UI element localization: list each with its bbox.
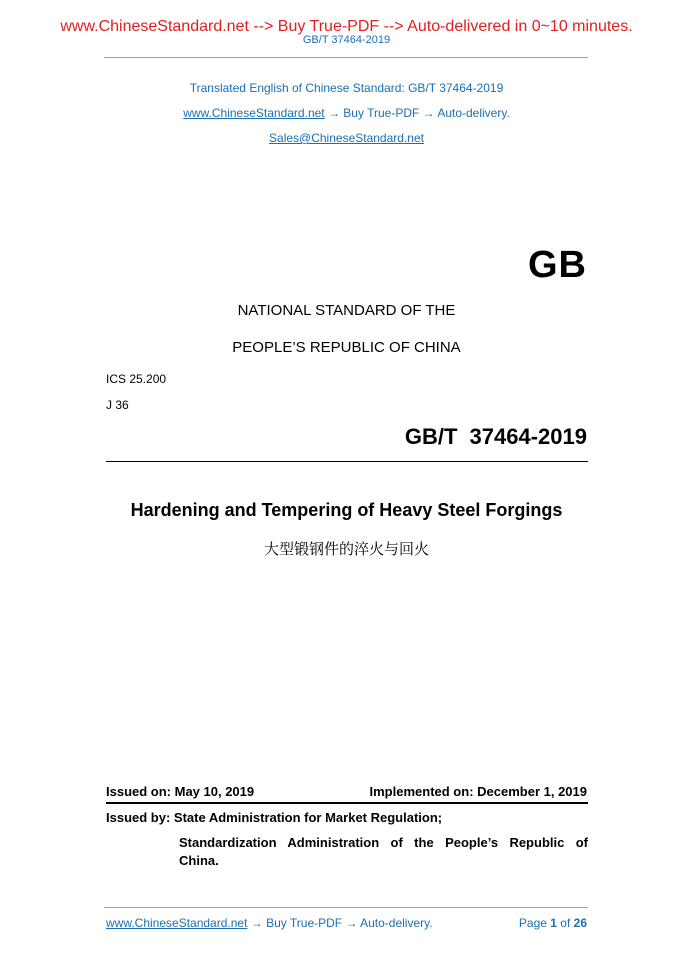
issued-by: Issued by: State Administration for Market Regulation;	[106, 810, 443, 825]
footer-site-suffix: → Buy True-PDF → Auto-delivery.	[247, 916, 433, 930]
issued-on: Issued on: May 10, 2019	[106, 784, 255, 799]
gb-mark: GB	[528, 244, 587, 286]
footer-site-link[interactable]: www.ChineseStandard.net	[106, 916, 248, 930]
page-label: Page	[518, 916, 551, 930]
standard-code: GB/T 37464-2019	[404, 424, 587, 449]
page-total: 26	[573, 916, 587, 930]
ics-code: ICS 25.200	[106, 372, 167, 386]
national-standard-line1: NATIONAL STANDARD OF THE	[237, 302, 456, 319]
translated-notice: Translated English of Chinese Standard: GB/T 37464-2019	[189, 81, 504, 95]
page-number: 1	[550, 916, 557, 930]
title-chinese: 大型锻钢件的淬火与回火	[263, 541, 429, 558]
of-label: of	[556, 916, 574, 930]
footer-divider	[104, 907, 588, 908]
site-suffix: → Buy True-PDF → Auto-delivery.	[324, 106, 510, 120]
site-line	[0, 106, 693, 120]
issued-by-line2: Standardization Administration of the People’s Republic of	[179, 835, 588, 850]
title-english: Hardening and Tempering of Heavy Steel Forgings	[130, 500, 563, 520]
implemented-on: Implemented on: December 1, 2019	[369, 784, 587, 799]
national-standard-line2: PEOPLE’S REPUBLIC OF CHINA	[232, 339, 461, 356]
page-indicator	[519, 916, 587, 930]
header-standard-code: GB/T 37464-2019	[302, 34, 391, 46]
issued-by-line3: China.	[179, 853, 219, 868]
dates-divider	[106, 802, 588, 804]
footer-site-line	[106, 916, 433, 930]
top-banner[interactable]: www.ChineseStandard.net --> Buy True-PDF --> Auto-delivered in 0~10 minutes.	[60, 18, 633, 35]
email-link[interactable]: Sales@ChineseStandard.net	[269, 131, 424, 145]
site-link[interactable]: www.ChineseStandard.net	[183, 106, 325, 120]
ccs-code: J 36	[106, 398, 129, 412]
header-divider	[104, 57, 588, 58]
code-divider	[106, 461, 588, 462]
email-line	[0, 131, 693, 145]
